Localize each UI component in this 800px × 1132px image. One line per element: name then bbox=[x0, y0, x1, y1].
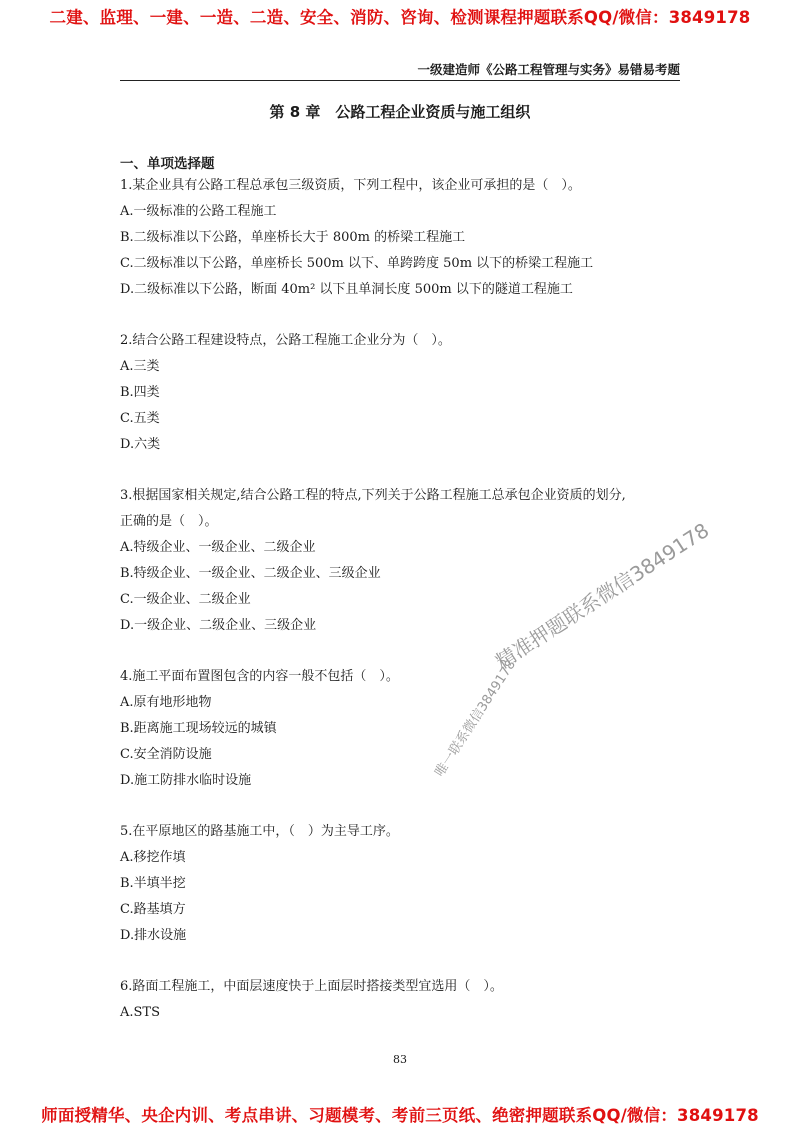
question-1-option-b: B.二级标准以下公路，单座桥长大于 800m 的桥梁工程施工 bbox=[120, 230, 466, 245]
question-4-option-d: D.施工防排水临时设施 bbox=[120, 773, 252, 788]
header-rule bbox=[120, 80, 680, 81]
question-3-option-b: B.特级企业、一级企业、二级企业、三级企业 bbox=[120, 566, 381, 581]
question-6-option-a: A.STS bbox=[120, 1005, 161, 1020]
question-2-option-b: B.四类 bbox=[120, 385, 160, 400]
question-1-stem: 1.某企业具有公路工程总承包三级资质，下列工程中，该企业可承担的是（ ）。 bbox=[120, 178, 581, 193]
question-5-option-a: A.移挖作填 bbox=[120, 850, 186, 865]
question-4-stem: 4.施工平面布置图包含的内容一般不包括（ ）。 bbox=[120, 669, 399, 684]
question-4-option-a: A.原有地形地物 bbox=[120, 695, 212, 710]
question-3-option-d: D.一级企业、二级企业、三级企业 bbox=[120, 618, 317, 633]
question-4-option-c: C.安全消防设施 bbox=[120, 747, 212, 762]
question-1-option-c: C.二级标准以下公路，单座桥长 500m 以下、单跨跨度 50m 以下的桥梁工程施工 bbox=[120, 256, 594, 271]
section-title: 一、单项选择题 bbox=[120, 156, 215, 172]
question-6-stem: 6.路面工程施工，中面层速度快于上面层时搭接类型宜选用（ ）。 bbox=[120, 979, 503, 994]
question-2-option-c: C.五类 bbox=[120, 411, 160, 426]
bottom-contact-banner: 师面授精华、央企内训、考点串讲、习题模考、考前三页纸、绝密押题联系QQ/微信：3849178 bbox=[41, 1106, 759, 1125]
question-3-option-a: A.特级企业、一级企业、二级企业 bbox=[120, 540, 316, 555]
question-4-option-b: B.距离施工现场较远的城镇 bbox=[120, 721, 277, 736]
question-3-option-c: C.一级企业、二级企业 bbox=[120, 592, 251, 607]
running-header: 一级建造师《公路工程管理与实务》易错易考题 bbox=[417, 62, 680, 77]
question-3-stem-continued: 正确的是（ ）。 bbox=[120, 514, 218, 529]
question-2-stem: 2.结合公路工程建设特点，公路工程施工企业分为（ ）。 bbox=[120, 333, 451, 348]
question-3-stem: 3.根据国家相关规定,结合公路工程的特点,下列关于公路工程施工总承包企业资质的划分, bbox=[120, 488, 626, 503]
watermark-large: 精准押题联系微信3849178 bbox=[491, 518, 714, 674]
question-2-option-d: D.六类 bbox=[120, 437, 161, 452]
question-5-option-d: D.排水设施 bbox=[120, 928, 187, 943]
question-5-option-c: C.路基填方 bbox=[120, 902, 186, 917]
question-1-option-a: A.一级标准的公路工程施工 bbox=[120, 204, 277, 219]
question-5-stem: 5.在平原地区的路基施工中，（ ）为主导工序。 bbox=[120, 824, 399, 839]
question-5-option-b: B.半填半挖 bbox=[120, 876, 186, 891]
top-contact-banner: 二建、监理、一建、一造、二造、安全、消防、咨询、检测课程押题联系QQ/微信：3849178 bbox=[49, 8, 751, 27]
watermark-small: 唯一联系微信3849178 bbox=[432, 657, 519, 780]
question-2-option-a: A.三类 bbox=[120, 359, 160, 374]
page-number: 83 bbox=[393, 1053, 407, 1066]
chapter-title: 第 8 章 公路工程企业资质与施工组织 bbox=[269, 103, 531, 121]
question-1-option-d: D.二级标准以下公路，断面 40m² 以下且单洞长度 500m 以下的隧道工程施工 bbox=[120, 282, 573, 297]
